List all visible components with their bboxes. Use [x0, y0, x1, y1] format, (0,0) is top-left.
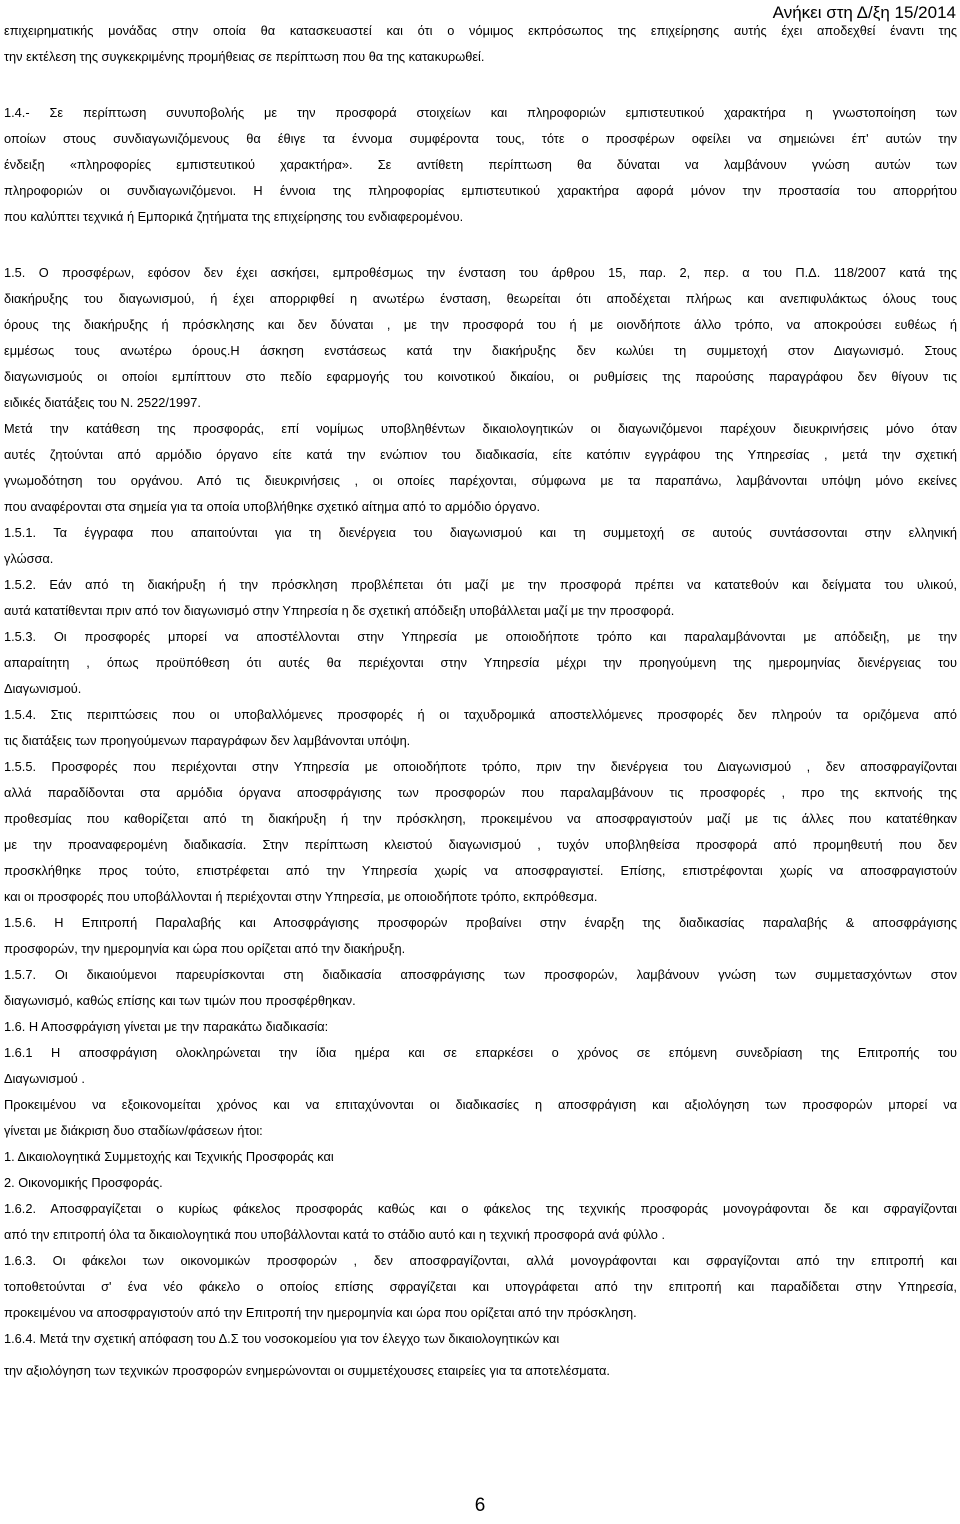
text-line: 1.6.3. Οι φάκελοι των οικονομικών προσφορών , δεν αποσφραγίζονται, αλλά μονογράφονται και σφραγίζονται από την επιτροπή και — [4, 1253, 957, 1268]
text-line: 2. Οικονομικής Προσφοράς. — [4, 1175, 163, 1190]
text-line: πληροφοριών οι συνδιαγωνιζόμενοι. Η έννοια της πληροφορίας εμπιστευτικού χαρακτήρα αφορά μόνον την προστασία του απορρήτου — [4, 183, 957, 198]
text-line: απαραίτητη , όπως προϋπόθεση ότι αυτές θα περιέχονται στην Υπηρεσία μέχρι την προηγούμενη της ημερομηνίας διενέργειας του — [4, 655, 957, 670]
text-line: Διαγωνισμού . — [4, 1071, 85, 1086]
text-line: 1.5.5. Προσφορές που περιέχονται στην Υπηρεσία με οποιοδήποτε τρόπο, πριν την διενέργεια του Διαγωνισμού , δεν αποσφραγίζονται — [4, 759, 957, 774]
text-line: επιχειρηματικής μονάδας στην οποία θα κατασκευαστεί και ότι ο νόμιμος εκπρόσωπος της επιχείρησης αυτής έχει αποδεχθεί έναντι της — [4, 23, 957, 38]
page-number: 6 — [474, 1495, 486, 1516]
text-line: όρους της διακήρυξης ή πρόσκλησης και δεν δύναται , με την προσφορά του ή με οιονδήποτε άλλο τρόπο, να αποκρούσει ευθέως ή — [4, 317, 957, 332]
paragraph-gap — [4, 230, 957, 260]
text-line: ένδειξη «πληροφορίες εμπιστευτικού χαρακτήρα». Σε αντίθετη περίπτωση θα δύναται να λαμβάνουν γνώση αυτών των — [4, 157, 957, 172]
text-line: Διαγωνισμού. — [4, 681, 82, 696]
text-line: 1.5.1. Τα έγγραφα που απαιτούνται για τη διενέργεια του διαγωνισμού και τη συμμετοχή σε αυτούς συντάσσονται στην ελληνική — [4, 525, 957, 540]
text-line: 1.6. Η Αποσφράγιση γίνεται με την παρακάτω διαδικασία: — [4, 1019, 329, 1034]
text-line: που καλύπτει τεχνικά ή Εμπορικά ζητήματα της επιχείρησης του ενδιαφερομένου. — [4, 209, 464, 224]
document-body — [4, 18, 957, 1384]
text-line: 1.6.2. Αποσφραγίζεται ο κυρίως φάκελος προσφοράς καθώς και ο φάκελος της τεχνικής προσφοράς μονογράφονται δε και σφραγίζονται — [4, 1201, 957, 1216]
text-line: τις διατάξεις των προηγούμενων παραγράφων δεν λαμβάνονται υπόψη. — [4, 733, 411, 748]
text-line: προσφορών, την ημερομηνία και ώρα που ορίζεται από την διακήρυξη. — [4, 941, 406, 956]
text-line: γνωμοδότηση του οργάνου. Από τις διευκρινήσεις , οι οποίες παρέχονται, σύμφωνα με τα παραπάνω, λαμβάνονται υπόψη μόνο εκείνες — [4, 473, 957, 488]
text-line: 1.5.2. Εάν από τη διακήρυξη ή την πρόσκληση προβλέπεται ότι μαζί με την προσφορά πρέπει να κατατεθούν και δείγματα του υλικού, — [4, 577, 957, 592]
text-line: αλλά παραδίδονται στα αρμόδια όργανα αποσφράγισης των προσφορών που παραλαμβάνουν τις προσφορές , προ της εκπνοής της — [4, 785, 957, 800]
text-line: προκειμένου να αποσφραγιστούν από την Επιτροπή την ημερομηνία και ώρα που ορίζεται από την πρόσκληση. — [4, 1305, 637, 1320]
text-line: αυτά κατατίθενται πριν από τον διαγωνισμό στην Υπηρεσία η δε σχετική απόδειξη υποβάλλεται μαζί με την προσφορά. — [4, 603, 675, 618]
text-line: 1.6.1 Η αποσφράγιση ολοκληρώνεται την ίδια ημέρα και σε επαρκέσει ο χρόνος σε επόμενη συνεδρίαση της Επιτροπής του — [4, 1045, 957, 1060]
text-line: διαγωνισμό, καθώς επίσης και των τιμών που προσφέρθηκαν. — [4, 993, 356, 1008]
text-line: προθεσμίας που καθορίζεται από τη διακήρυξη ή την πρόσκληση, προκειμένου να αποσφραγιστούν μαζί με τις άλλες που κατατέθηκαν — [4, 811, 957, 826]
text-line: Μετά την κατάθεση της προσφοράς, επί νομίμως υποβληθέντων δικαιολογητικών οι διαγωνιζόμενοι παρέχουν διευκρινήσεις μόνο όταν — [4, 421, 957, 436]
text-line: εμμέσως τους ανωτέρω όρους.Η άσκηση ενστάσεως κατά την διακήρυξης δεν κωλύει τη συμμετοχή στον Διαγωνισμό. Στους — [4, 343, 957, 358]
text-line: 1.5.3. Οι προσφορές μπορεί να αποστέλλονται στην Υπηρεσία με οποιοδήποτε τρόπο και παραλαμβάνονται με απόδειξη, με την — [4, 629, 957, 644]
text-line: Προκειμένου να εξοικονομείται χρόνος και να επιταχύνονται οι διαδικασίες η αποσφράγιση και αξιολόγηση των προσφορών μπορεί να — [4, 1097, 957, 1112]
text-line: γίνεται με διάκριση δυο σταδίων/φάσεων ήτοι: — [4, 1123, 263, 1138]
text-line: διακήρυξης του διαγωνισμού, ή έχει απορριφθεί η ανωτέρω ένσταση, θεωρείται ότι αποδέχεται πλήρως και ανεπιφυλάκτως όλους τους — [4, 291, 957, 306]
text-line: 1.4.- Σε περίπτωση συνυποβολής με την προσφορά στοιχείων και πληροφοριών εμπιστευτικού χαρακτήρα η γνωστοποίηση των — [4, 105, 957, 120]
document-header: Ανήκει στη Δ/ξη 15/2014 — [772, 3, 956, 22]
text-line: ειδικές διατάξεις του Ν. 2522/1997. — [4, 395, 201, 410]
text-line: 1. Δικαιολογητικά Συμμετοχής και Τεχνικής Προσφοράς και — [4, 1149, 334, 1164]
text-line: από την επιτροπή όλα τα δικαιολογητικά που υποβάλλονται κατά το στάδιο αυτό και η τεχνική προσφορά ανά φύλλο . — [4, 1227, 666, 1242]
text-line: προσκλήθηκε προς τούτο, επιστρέφεται από την Υπηρεσία χωρίς να αποσφραγιστεί. Επίσης, επιστρέφονται χωρίς να αποσφραγιστούν — [4, 863, 957, 878]
text-line: αυτές ζητούνται από αρμόδιο όργανο είτε κατά την ενώπιον του διαδικασία, είτε κατόπιν εγγράφου της Υπηρεσίας , μετά την σχετική — [4, 447, 957, 462]
text-line: που αναφέρονται στα σημεία για τα οποία υποβλήθηκε σχετικό αίτημα από το αρμόδιο όργανο. — [4, 499, 541, 514]
text-line: γλώσσα. — [4, 551, 54, 566]
text-line: 1.5.7. Οι δικαιούμενοι παρευρίσκονται στη διαδικασία αποσφράγισης των προσφορών, λαμβάνουν γνώση των συμμετασχόντων στον — [4, 967, 957, 982]
text-line: 1.5.6. Η Επιτροπή Παραλαβής και Αποσφράγισης προσφορών προβαίνει στην έναρξη της διαδικασίας παραλαβής & αποσφράγισης — [4, 915, 957, 930]
paragraph-gap — [4, 70, 957, 100]
text-line: διαγωνισμούς οι οποίοι εμπίπτουν στο πεδίο εφαρμογής του κοινοτικού δικαίου, οι ρυθμίσεις της παρούσης παραγράφου δεν θίγουν τις — [4, 369, 957, 384]
text-line: 1.5.4. Στις περιπτώσεις που οι υποβαλλόμενες προσφορές ή οι ταχυδρομικά αποστελλόμενες προσφορές δεν πληρούν τα οριζόμενα από — [4, 707, 957, 722]
text-line: τοποθετούνται σ' ένα νέο φάκελο ο οποίος επίσης σφραγίζεται και υπογράφεται από την επιτροπή και παραδίδεται στην Υπηρεσία, — [4, 1279, 957, 1294]
text-line: οποίων στους συνδιαγωνιζόμενους θα έθιγε τα έννομα συμφέροντα τους, τότε ο προσφέρων οφείλει να σημειώνει έπ' αυτών την — [4, 131, 957, 146]
text-line: την εκτέλεση της συγκεκριμένης προμήθειας σε περίπτωση που θα της κατακυρωθεί. — [4, 49, 485, 64]
text-line: 1.5. Ο προσφέρων, εφόσον δεν έχει ασκήσει, εμπροθέσμως την ένσταση του άρθρου 15, παρ. 2, περ. α του Π.Δ. 118/2007 κατά της — [4, 265, 957, 280]
text-line: την αξιολόγηση των τεχνικών προσφορών ενημερώνονται οι συμμετέχουσες εταιρείες για τα αποτελέσματα. — [4, 1363, 610, 1378]
text-line: και οι προσφορές που υποβάλλονται ή περιέχονται στην Υπηρεσία, με οποιοδήποτε τρόπο, εκπρόθεσμα. — [4, 889, 598, 904]
text-line: με την προαναφερομένη διαδικασία. Στην περίπτωση κλειστού διαγωνισμού , τυχόν υποβληθείσα προσφορά από προμηθευτή που δεν — [4, 837, 957, 852]
text-line: 1.6.4. Μετά την σχετική απόφαση του Δ.Σ του νοσοκομείου για τον έλεγχο των δικαιολογητικών και — [4, 1331, 560, 1346]
